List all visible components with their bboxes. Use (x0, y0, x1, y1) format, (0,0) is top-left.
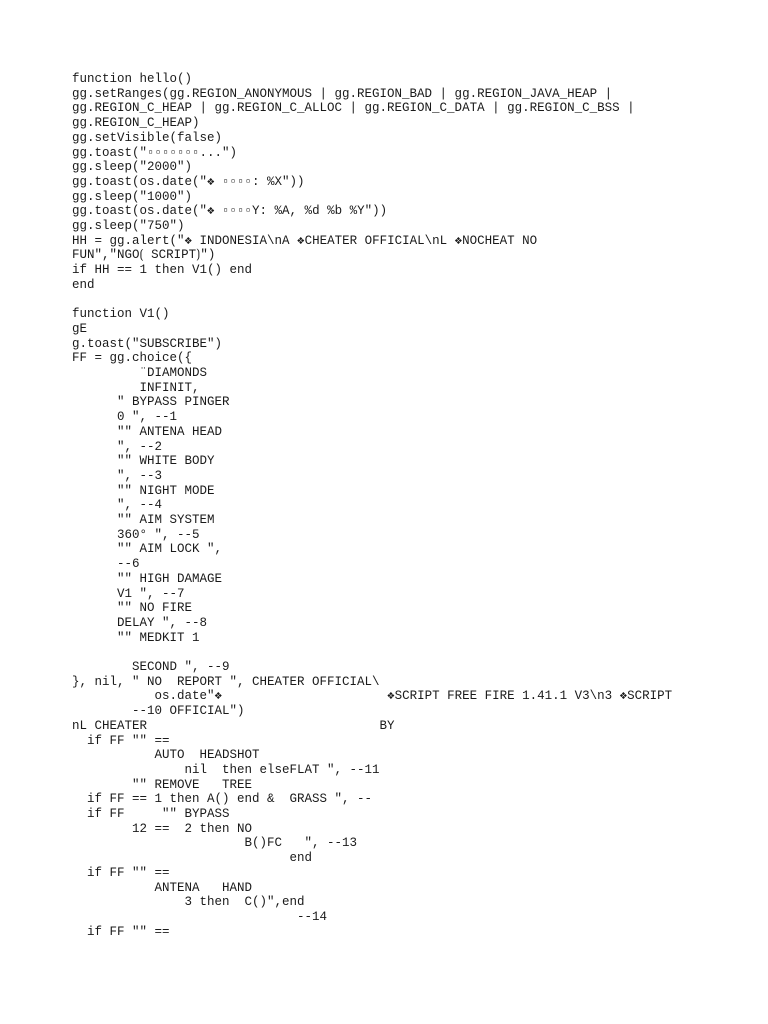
code-line: end (72, 277, 95, 292)
code-line: --6 (72, 557, 140, 572)
code-line: 0 ", --1 (72, 410, 178, 425)
code-line: "" ANTENA HEAD (72, 424, 223, 439)
code-line: "" AIM SYSTEM (72, 513, 215, 527)
code-line: gg.toast("▫▫▫▫▫▫▫...") (72, 145, 238, 160)
code-line: B()FC ", --13 (72, 836, 358, 851)
code-line: g.toast("SUBSCRIBE") (72, 336, 223, 351)
code-line: INFINIT, (72, 380, 200, 395)
code-line: HH = gg.alert("❖ INDONESIA\nA ❖CHEATER OFFICIAL\nL ❖NOCHEAT NO (72, 233, 538, 248)
code-line: --10 OFFICIAL") (72, 704, 245, 719)
code-line: V1 ", --7 (72, 586, 185, 601)
code-line: os.date"❖ ❖SCRIPT FREE FIRE 1.41.1 V3\n3 ❖SCRIPT (72, 689, 673, 704)
code-line: gg.toast(os.date("❖ ▫▫▫▫: %X")) (72, 174, 305, 189)
code-line: FF = gg.choice({ (72, 351, 193, 366)
code-line: nil then elseFLAT ", --11 (72, 762, 380, 777)
code-line: AUTO HEADSHOT (72, 748, 260, 763)
code-line: "" AIM LOCK ", (72, 542, 223, 557)
code-line: ", --4 (72, 498, 163, 513)
code-line: SECOND ", --9 (72, 660, 230, 674)
code-line: gE (72, 321, 88, 336)
code-line: gg.setVisible(false) (72, 130, 223, 145)
code-line: ", --2 (72, 439, 163, 454)
code-line: end (72, 851, 313, 866)
code-line: "" WHITE BODY (72, 454, 215, 469)
code-line: "" MEDKIT 1 (72, 630, 200, 645)
code-line: "" HIGH DAMAGE (72, 571, 223, 586)
code-line: DELAY ", --8 (72, 615, 208, 630)
code-line: }, nil, " NO REPORT ", CHEATER OFFICIAL\ (72, 674, 380, 689)
code-line: gg.sleep("2000") (72, 160, 193, 175)
code-line: if HH == 1 then V1() end (72, 263, 253, 278)
code-line: gg.toast(os.date("❖ ▫▫▫▫Y: %A, %d %b %Y")) (72, 204, 388, 219)
code-line: function V1() (72, 307, 170, 322)
code-line: gg.REGION_C_HEAP) (72, 116, 200, 131)
code-line: gg.setRanges(gg.REGION_ANONYMOUS | gg.REGION_BAD | gg.REGION_JAVA_HEAP | (72, 86, 613, 101)
code-line: gg.sleep("750") (72, 219, 185, 233)
code-line: ", --3 (72, 468, 163, 483)
code-line: 3 then C()",end (72, 895, 305, 910)
code-line: if FF "" BYPASS (72, 807, 230, 821)
code-line: if FF "" == (72, 865, 170, 880)
code-line: 360° ", --5 (72, 527, 200, 542)
code-line: nL CHEATER BY (72, 718, 395, 733)
code-line: gg.REGION_C_HEAP | gg.REGION_C_ALLOC | gg.REGION_C_DATA | gg.REGION_C_BSS | (72, 101, 635, 116)
code-line: if FF == 1 then A() end & GRASS ", -- (72, 792, 373, 807)
code-line: ¨DIAMONDS (72, 366, 208, 380)
code-line: "" NO FIRE (72, 601, 193, 616)
code-line: if FF "" == (72, 733, 170, 748)
code-line: gg.sleep("1000") (72, 189, 193, 204)
code-line: FUN","NGO⟮ SCRIPT⟯") (72, 248, 216, 263)
code-line: function hello() (72, 72, 193, 86)
code-line: --14 (72, 909, 328, 924)
code-line: ANTENA HAND (72, 880, 253, 895)
code-line: "" REMOVE TREE (72, 777, 253, 792)
code-line: " BYPASS PINGER (72, 395, 230, 410)
code-line: 12 == 2 then NO (72, 821, 253, 836)
code-line: if FF "" == (72, 924, 170, 939)
code-line: "" NIGHT MODE (72, 483, 215, 498)
